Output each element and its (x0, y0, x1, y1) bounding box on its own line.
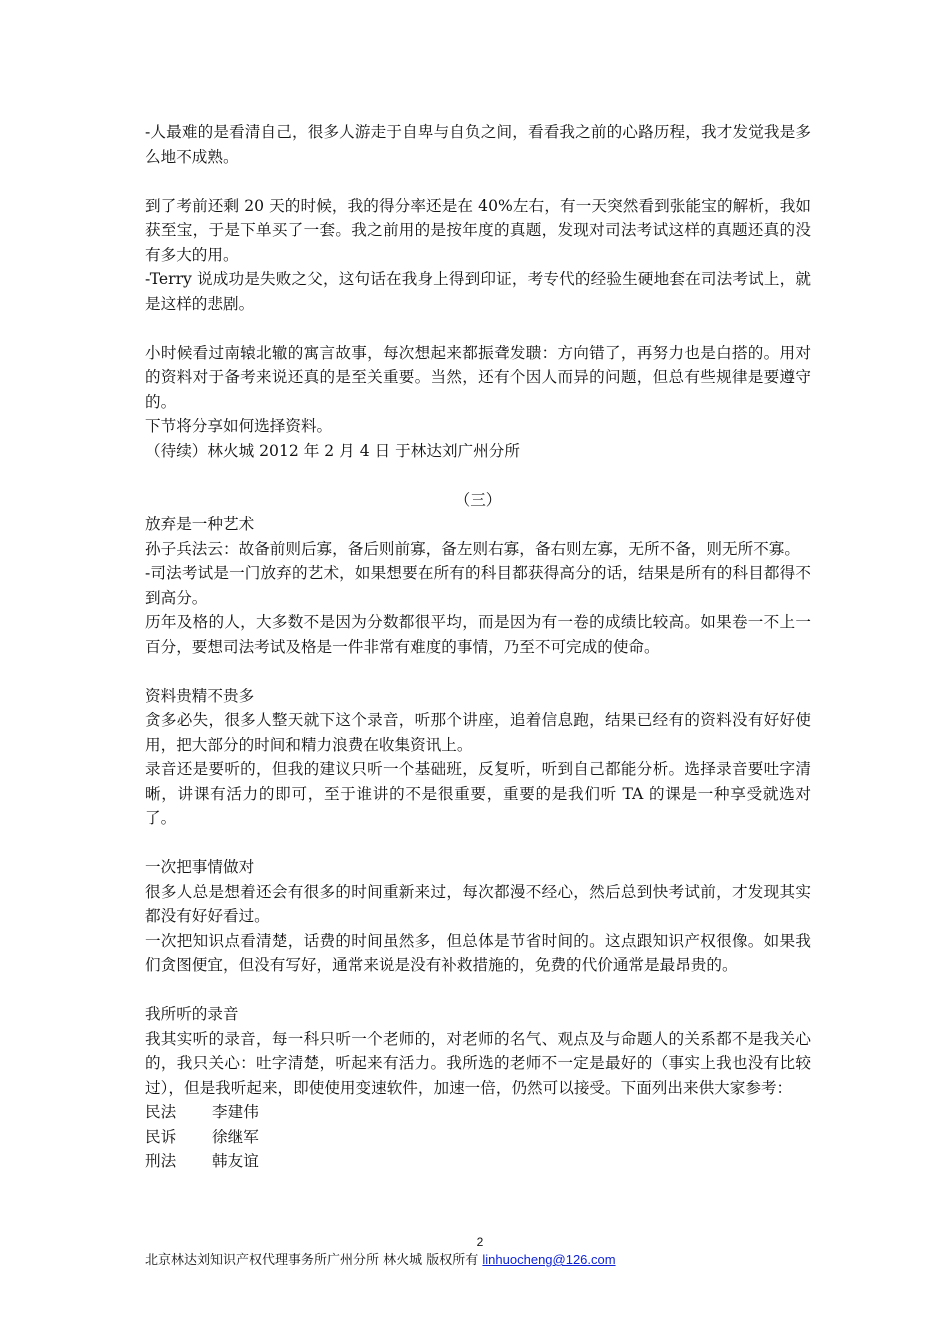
subject-name: 刑法 (145, 1152, 177, 1170)
teacher-row (145, 1149, 811, 1174)
subject-name: 民法 (145, 1103, 177, 1121)
page-number: 2 (476, 1235, 484, 1249)
paragraph: 我其实听的录音，每一科只听一个老师的，对老师的名气、观点及与命题人的关系都不是我关心的，我只关心：吐字清楚，听起来有活力。我所选的老师不一定是最好的（事实上我也没有比较过），但是我听起来，即使使用变速软件，加速一倍，仍然可以接受。下面列出来供大家参考： (145, 1029, 811, 1097)
subheading: 放弃是一种艺术 (145, 515, 255, 533)
paragraph: -人最难的是看清自己，很多人游走于自卑与自负之间，看看我之前的心路历程，我才发觉我是多么地不成熟。 (145, 123, 811, 166)
footer-copyright (145, 1251, 616, 1269)
subheading: 资料贵精不贵多 (145, 686, 255, 705)
subheading: 一次把事情做对 (145, 858, 255, 876)
paragraph: 很多人总是想着还会有很多的时间重新来过，每次都漫不经心，然后总到快考试前，才发现其实都没有好好看过。 (145, 882, 811, 925)
document-body (145, 120, 811, 1174)
subheading: 我所听的录音 (145, 1005, 239, 1023)
section-heading: （三） (454, 490, 502, 509)
teacher-name: 韩友谊 (212, 1152, 259, 1170)
teacher-name: 李建伟 (212, 1103, 259, 1121)
subject-name: 民诉 (145, 1127, 177, 1146)
blank-line (145, 978, 811, 1003)
teacher-row (145, 1125, 811, 1150)
page-footer (0, 1234, 950, 1268)
email-link[interactable]: linhuocheng@126.com (482, 1252, 616, 1267)
paragraph: 小时候看过南辕北辙的寓言故事，每次想起来都振聋发聩：方向错了，再努力也是白搭的。用对的资料对于备考来说还真的是至关重要。当然，还有个因人而异的问题，但总有些规律是要遵守的。 (145, 343, 811, 411)
blank-line (145, 316, 811, 341)
paragraph: 下节将分享如何选择资料。 (145, 417, 333, 435)
paragraph: 到了考前还剩 20 天的时候，我的得分率还是在 40%左右，有一天突然看到张能宝的解析，我如获至宝，于是下单买了一套。我之前用的是按年度的真题，发现对司法考试这样的真题还真的没有多大的用。 (145, 196, 811, 264)
footer-text: 北京林达刘知识产权代理事务所广州分所 林火城 版权所有 (145, 1253, 483, 1268)
teacher-name: 徐继军 (212, 1127, 259, 1146)
paragraph: 录音还是要听的，但我的建议只听一个基础班，反复听，听到自己都能分析。选择录音要吐字清晰，讲课有活力的即可，至于谁讲的不是很重要，重要的是我们听 TA 的课是一种享受就选对了。 (145, 760, 811, 827)
paragraph: -司法考试是一门放弃的艺术，如果想要在所有的科目都获得高分的话，结果是所有的科目都得不到高分。 (145, 564, 811, 607)
signature-line: （待续）林火城 2012 年 2 月 4 日 于林达刘广州分所 (145, 441, 520, 460)
blank-line (145, 169, 811, 194)
paragraph: -Terry 说成功是失败之父，这句话在我身上得到印证，考专代的经验生硬地套在司法考试上，就是这样的悲剧。 (145, 270, 811, 313)
paragraph: 贪多必失，很多人整天就下这个录音，听那个讲座，追着信息跑，结果已经有的资料没有好好使用，把大部分的时间和精力浪费在收集资讯上。 (145, 711, 811, 754)
paragraph: 一次把知识点看清楚，话费的时间虽然多，但总体是节省时间的。这点跟知识产权很像。如果我们贪图便宜，但没有写好，通常来说是没有补救措施的，免费的代价通常是最昂贵的。 (145, 931, 811, 974)
teacher-row (145, 1100, 811, 1125)
blank-line (145, 659, 811, 684)
blank-line (145, 831, 811, 856)
blank-line (145, 463, 811, 488)
paragraph: 历年及格的人，大多数不是因为分数都很平均，而是因为有一卷的成绩比较高。如果卷一不上一百分，要想司法考试及格是一件非常有难度的事情，乃至不可完成的使命。 (145, 613, 811, 656)
paragraph: 孙子兵法云：故备前则后寡，备后则前寡，备左则右寡，备右则左寡，无所不备，则无所不寡。 (145, 539, 800, 558)
